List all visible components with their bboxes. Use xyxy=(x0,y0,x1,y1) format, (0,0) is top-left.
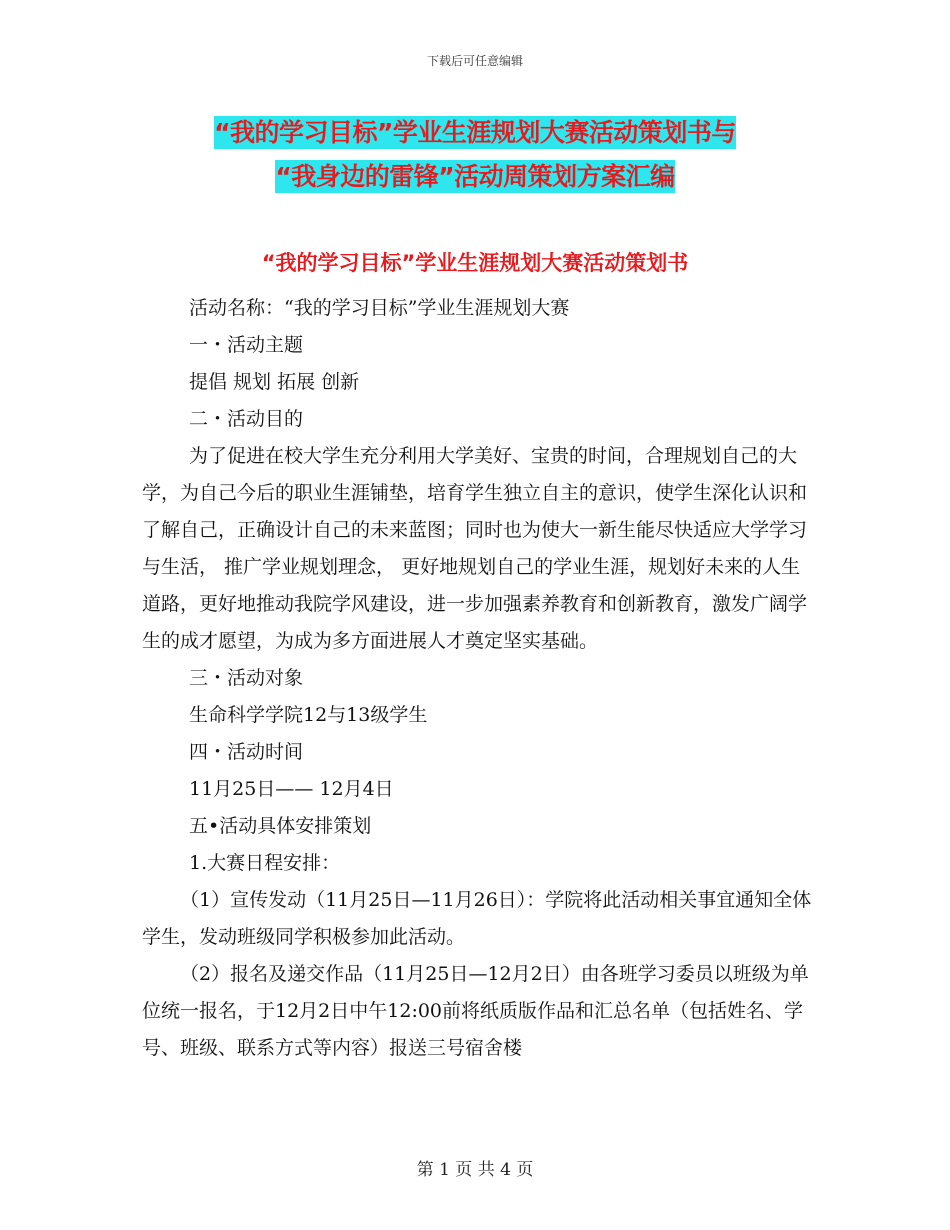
main-title-line1-text: “我的学习目标”学业生涯规划大赛活动策划书与 xyxy=(214,118,736,147)
theme-text: 提倡 规划 拓展 创新 xyxy=(189,371,360,393)
schedule-item-1: （1）宣传发动（11月25日—11月26日）：学院将此活动相关事宜通知全体学生，发动班级同学积极参加此活动。 xyxy=(142,889,812,948)
heading-schedule: 五•活动具体安排策划 xyxy=(189,815,372,837)
main-title-line2 xyxy=(0,157,950,193)
document-body xyxy=(142,290,812,1067)
schedule-item-2: （2）报名及递交作品（11月25日—12月2日）由各班学习委员以班级为单位统一报名，于12月2日中午12:00前将纸质版作品和汇总名单（包括姓名、学号、班级、联系方式等内容）报送三号宿舍楼 xyxy=(142,963,809,1059)
heading-purpose: 二・活动目的 xyxy=(189,408,304,430)
heading-time: 四・活动时间 xyxy=(189,741,304,763)
main-title-line2-text: “我身边的雷锋”活动周策划方案汇编 xyxy=(275,162,675,191)
page-footer: 第 1 页 共 4 页 xyxy=(416,1160,534,1180)
target-text: 生命科学学院12与13级学生 xyxy=(189,704,428,726)
schedule-subheading: 1.大赛日程安排： xyxy=(189,852,341,874)
header-note: 下载后可任意编辑 xyxy=(426,54,523,68)
purpose-paragraph: 为了促进在校大学生充分利用大学美好、宝贵的时间，合理规划自己的大学，为自己今后的职业生涯铺垫，培育学生独立自主的意识，使学生深化认识和了解自己，正确设计自己的未来蓝图；同时也为使大一新生能尽快适应大学学习与生活， 推广学业规划理念， 更好地规划自己的学业生涯，规划好未来的人生道路，更好地推动我院学风建设，进一步加强素养教育和创新教育，激发广阔学生的成才愿望，为成为多方面进展人才奠定坚实基础。 xyxy=(142,445,808,652)
heading-theme: 一・活动主题 xyxy=(189,334,304,356)
activity-name: 活动名称：“我的学习目标”学业生涯规划大赛 xyxy=(189,297,570,319)
time-text: 11月25日—— 12月4日 xyxy=(189,778,394,800)
main-title-line1 xyxy=(0,113,950,149)
section-title: “我的学习目标”学业生涯规划大赛活动策划书 xyxy=(261,251,689,275)
heading-target: 三・活动对象 xyxy=(189,667,304,689)
